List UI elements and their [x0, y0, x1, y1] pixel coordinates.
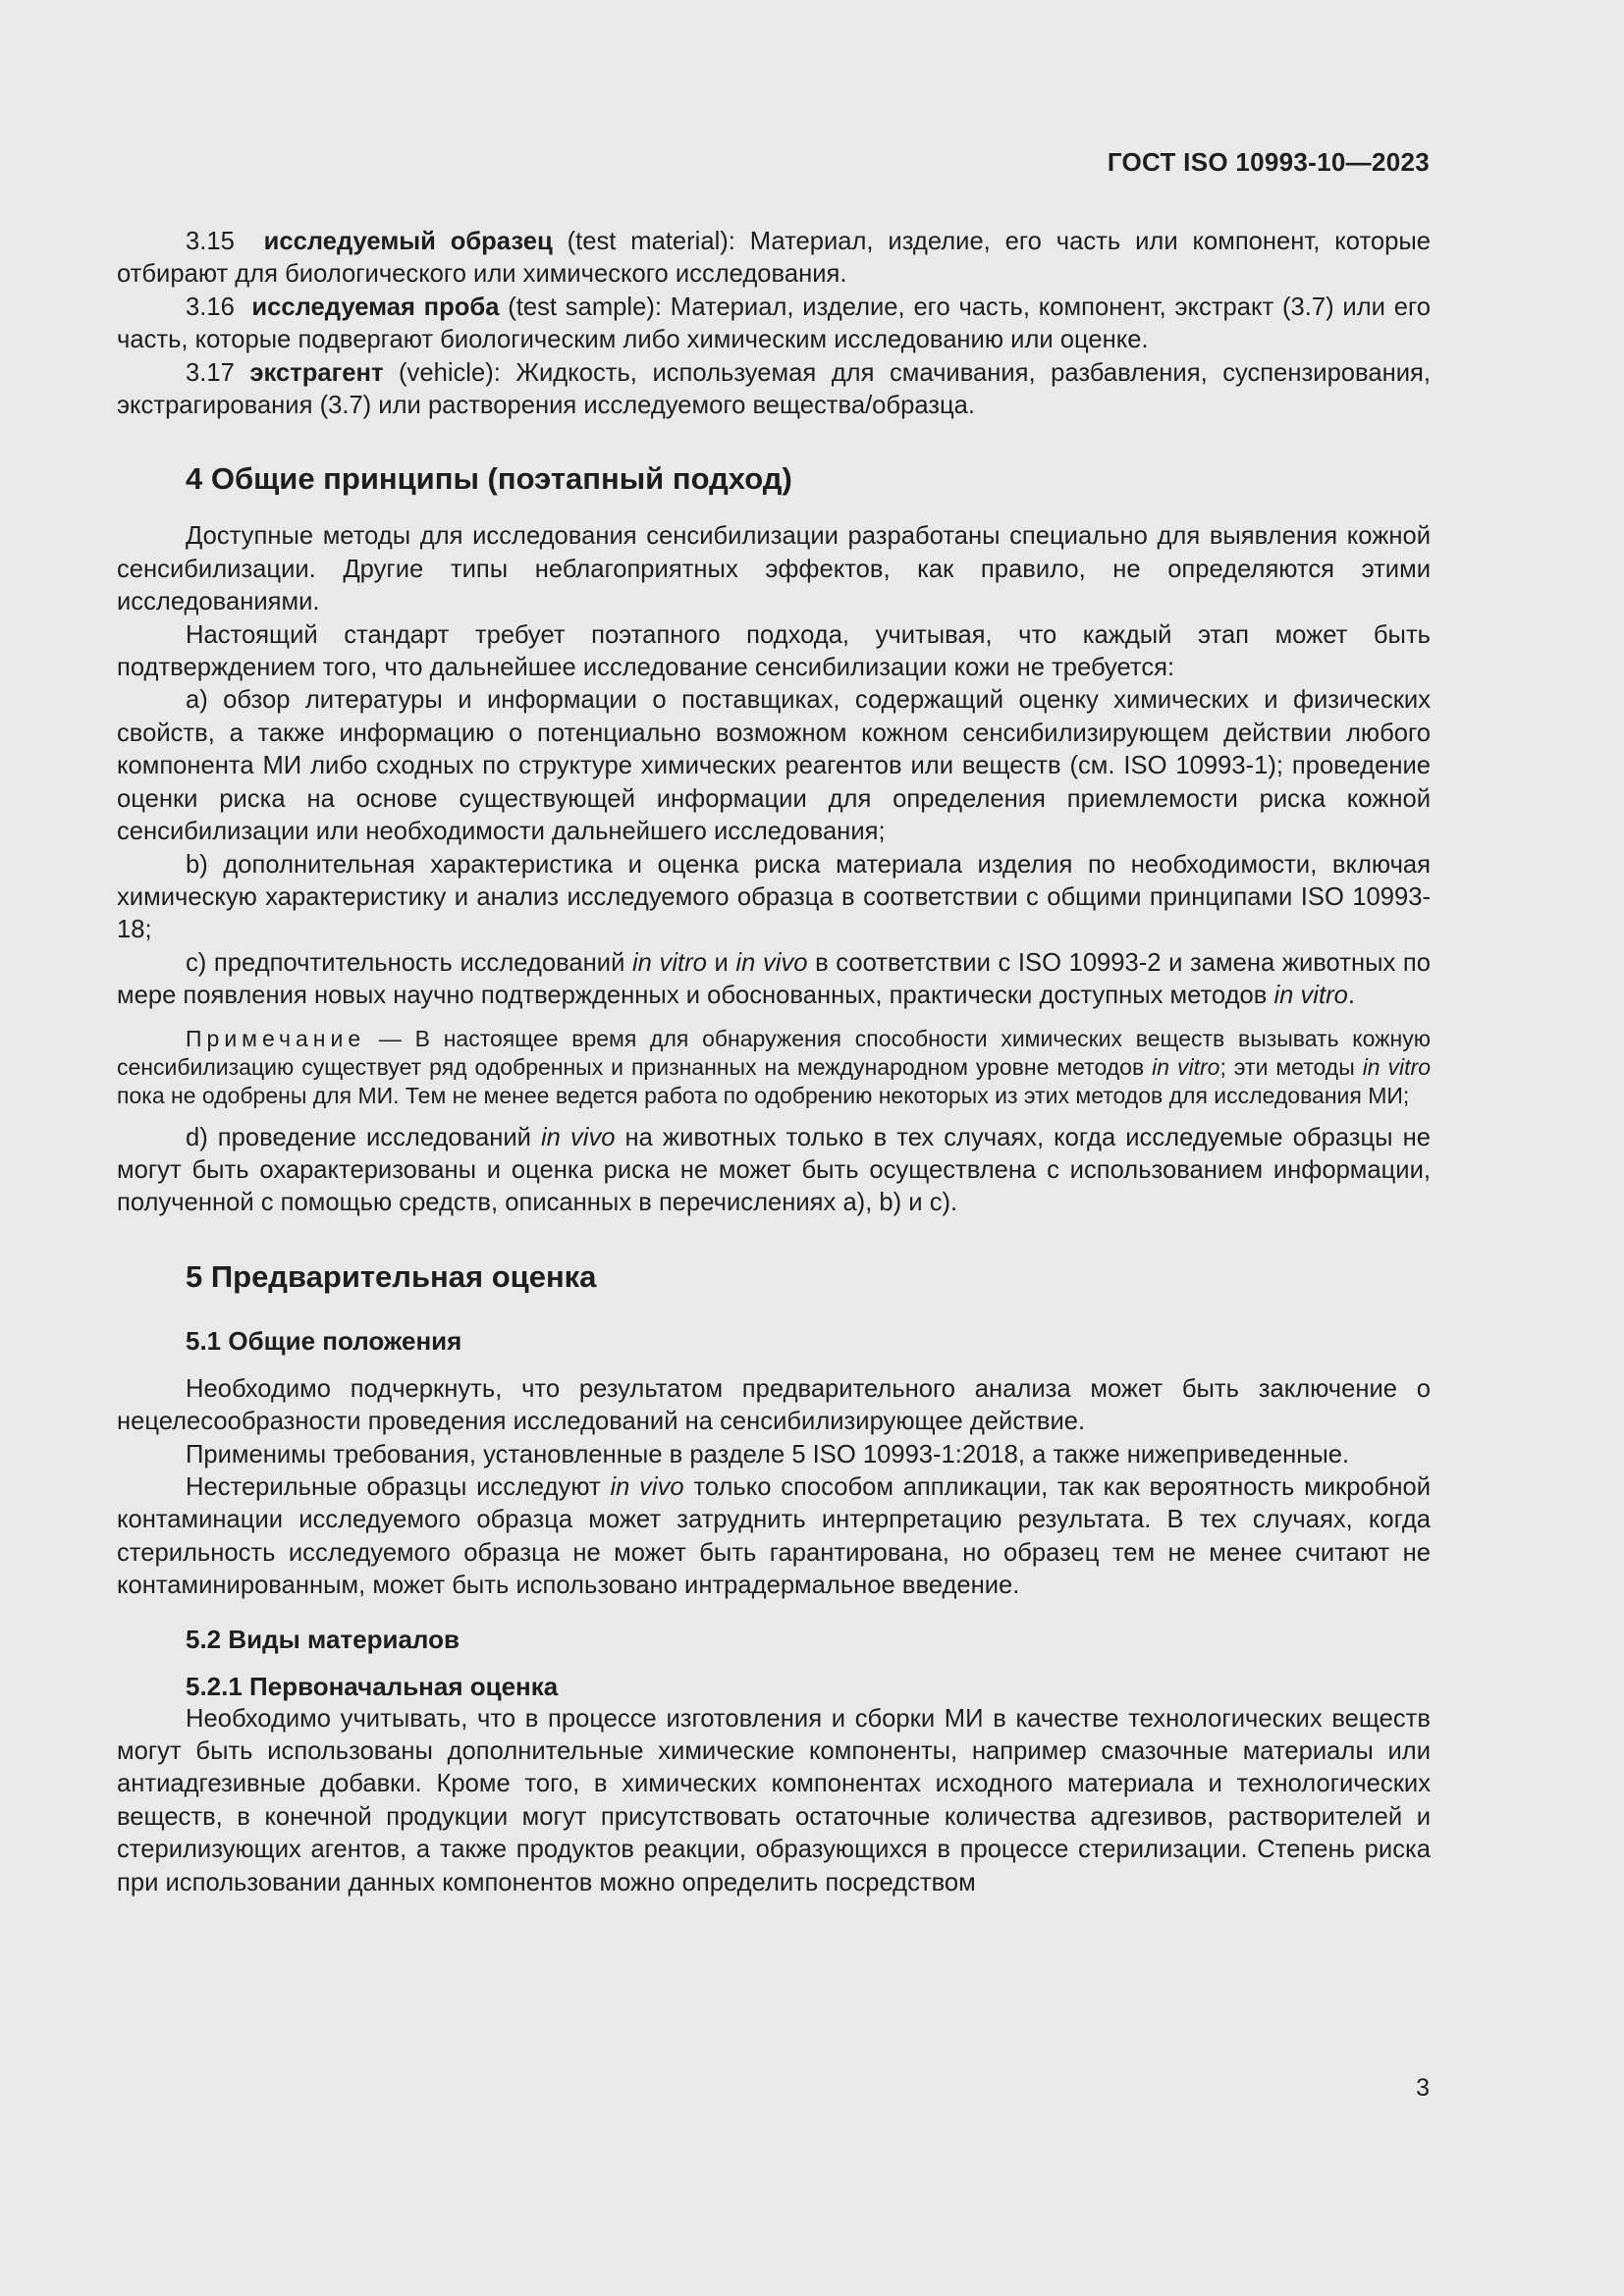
section-5-2-1-heading: 5.2.1 Первоначальная оценка: [186, 1671, 559, 1701]
note: Примечание — В настоящее время для обнаружения способности химических веществ вызывать кожную сенсибилизацию существует ряд одобренных и признанных на международном уровне методов in vitro; эти методы in vitro пока не одобрены для МИ. Тем не менее ведется работа по одобрению некоторых из этих методов для исследования МИ;: [117, 1025, 1432, 1108]
definition-3-15: 3.15 исследуемый образец (test material): Материал, изделие, его часть или компонент, которые отбирают для биологического или химического исследования.: [117, 228, 1431, 289]
definition-3-16: 3.16 исследуемая проба (test sample): Материал, изделие, его часть, компонент, экстракт (3.7) или его часть, которые подвергают биологическим либо химическим исследованию или оценке.: [117, 293, 1431, 354]
term: исследуемая проба: [251, 293, 500, 321]
definition-3-17: 3.17 экстрагент (vehicle): Жидкость, используемая для смачивания, разбавления, суспензирования, экстрагирования (3.7) или растворения исследуемого вещества/образца.: [117, 358, 1431, 420]
list-item-c: c) предпочтительность исследований in vitro и in vivo в соответствии с ISO 10993-2 и замена животных по мере появления новых научно подтвержденных и обоснованных, практически доступных методов in vitro.: [117, 948, 1431, 1010]
section-5-heading: 5 Предварительная оценка: [186, 1258, 597, 1294]
page-content: [117, 226, 1431, 1899]
page-number: 3: [1416, 2074, 1430, 2102]
paragraph: Необходимо подчеркнуть, что результатом предварительного анализа может быть заключение о нецелесообразности проведения исследований на сенсибилизирующее действие.: [117, 1374, 1431, 1436]
section-5-1-heading: 5.1 Общие положения: [186, 1325, 462, 1356]
term: экстрагент: [249, 358, 384, 387]
list-item-d: d) проведение исследований in vivo на животных только в тех случаях, когда исследуемые образцы не могут быть охарактеризованы и оценка риска не может быть осуществлена с использованием информации, полученной с помощью средств, описанных в перечислениях a), b) и c).: [117, 1123, 1431, 1217]
paragraph: Применимы требования, установленные в разделе 5 ISO 10993-1:2018, а также нижеприведенные.: [186, 1440, 1350, 1468]
paragraph: Доступные методы для исследования сенсибилизации разработаны специально для выявления кожной сенсибилизации. Другие типы неблагоприятных эффектов, как правило, не определяются этими исследованиями.: [117, 522, 1431, 616]
list-item-b: b) дополнительная характеристика и оценка риска материала изделия по необходимости, включая химическую характеристику и анализ исследуемого образца в соответствии с общими принципами ISO 10993-18;: [117, 850, 1431, 944]
note-label: Примечание: [186, 1025, 366, 1051]
section-5-2-heading: 5.2 Виды материалов: [186, 1624, 460, 1654]
list-item-a: a) обзор литературы и информации о поставщиках, содержащий оценку химических и физических свойств, а также информацию о потенциально возможном кожном сенсибилизирующем действии любого компонента МИ либо сходных по структуре химических реагентов или веществ (см. ISO 10993-1); проведение оценки риска на основе существующей информации для определения приемлемости риска кожной сенсибилизации или необходимости дальнейшего исследования;: [117, 686, 1431, 846]
paragraph: Нестерильные образцы исследуют in vivo только способом аппликации, так как вероятность микробной контаминации исследуемого образца может затруднить интерпретацию результата. В тех случаях, когда стерильность исследуемого образца не может быть гарантирована, но образец тем не менее считают не контаминированным, может быть использовано интрадермальное введение.: [117, 1472, 1431, 1600]
paragraph: Необходимо учитывать, что в процессе изготовления и сборки МИ в качестве технологических веществ могут быть использованы дополнительные химические компоненты, например смазочные материалы или антиадгезивные добавки. Кроме того, в химических компонентах исходного материала и технологических веществ, в конечной продукции могут присутствовать остаточные количества адгезивов, растворителей и стерилизующих агентов, а также продуктов реакции, образующихся в процессе стерилизации. Степень риска при использовании данных компонентов можно определить посредством: [117, 1704, 1431, 1896]
document-header: ГОСТ ISO 10993-10—2023: [1107, 147, 1430, 177]
section-4-heading: 4 Общие принципы (поэтапный подход): [186, 461, 792, 497]
paragraph: Настоящий стандарт требует поэтапного подхода, учитывая, что каждый этап может быть подтверждением того, что дальнейшее исследование сенсибилизации кожи не требуется:: [117, 620, 1431, 682]
term: исследуемый образец: [263, 228, 553, 255]
